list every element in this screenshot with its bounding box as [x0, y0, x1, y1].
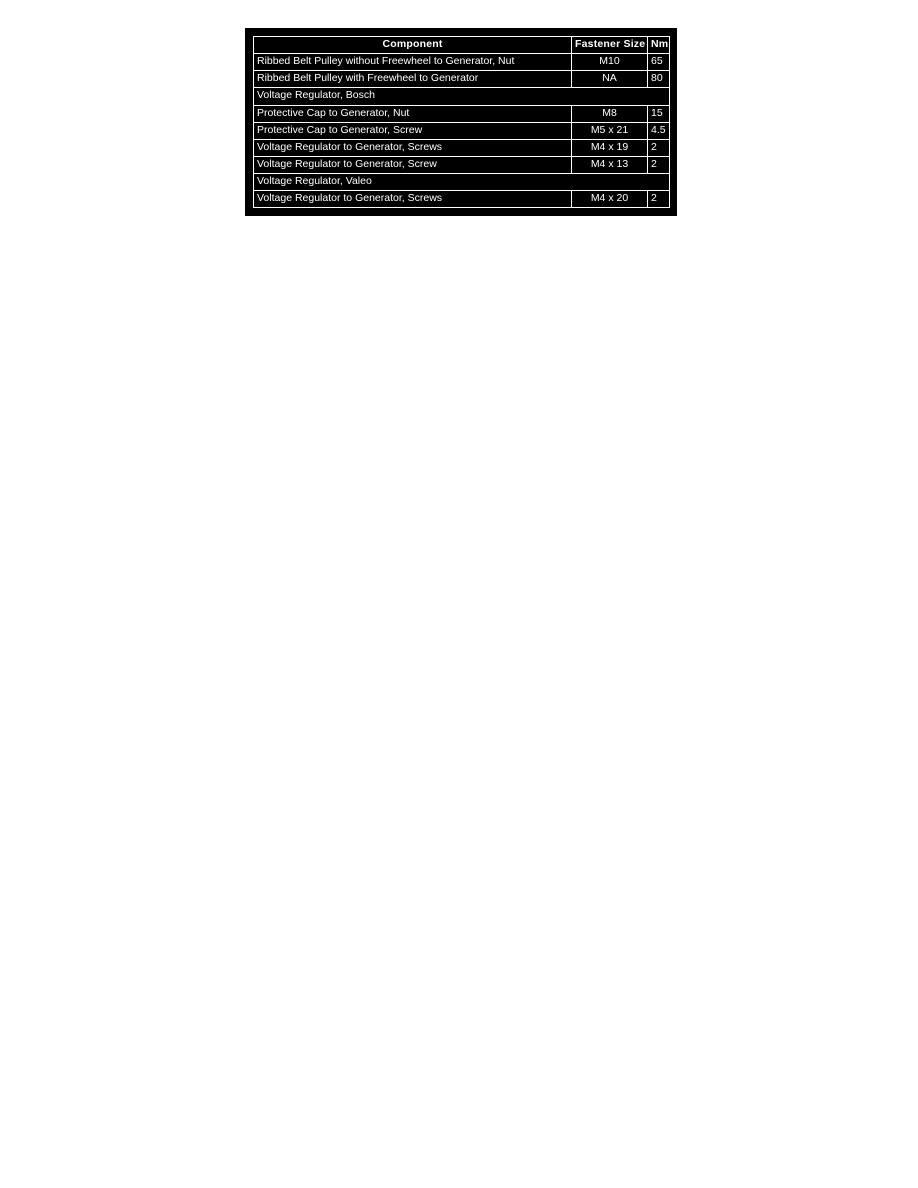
table-header-row: [254, 37, 670, 54]
cell-component: Voltage Regulator to Generator, Screw: [254, 156, 572, 173]
table-row: [254, 71, 670, 88]
cell-nm: 2: [648, 191, 670, 208]
section-label: Voltage Regulator, Bosch: [254, 88, 670, 105]
table-row: [254, 156, 670, 173]
column-header-fastener-size: Fastener Size: [572, 37, 648, 54]
cell-nm: 4.5: [648, 122, 670, 139]
cell-fastener-size: M4 x 20: [572, 191, 648, 208]
cell-fastener-size: M8: [572, 105, 648, 122]
table-section-row: [254, 88, 670, 105]
column-header-component: Component: [254, 37, 572, 54]
cell-fastener-size: M5 x 21: [572, 122, 648, 139]
cell-component: Protective Cap to Generator, Nut: [254, 105, 572, 122]
torque-specifications-table: [253, 36, 670, 208]
table-row: [254, 122, 670, 139]
torque-table-container: [245, 28, 677, 216]
table-row: [254, 54, 670, 71]
cell-component: Ribbed Belt Pulley with Freewheel to Generator: [254, 71, 572, 88]
cell-nm: 65: [648, 54, 670, 71]
cell-fastener-size: M10: [572, 54, 648, 71]
cell-fastener-size: M4 x 19: [572, 139, 648, 156]
column-header-nm: Nm: [648, 37, 670, 54]
cell-component: Ribbed Belt Pulley without Freewheel to Generator, Nut: [254, 54, 572, 71]
cell-fastener-size: NA: [572, 71, 648, 88]
table-row: [254, 139, 670, 156]
cell-nm: 15: [648, 105, 670, 122]
cell-fastener-size: M4 x 13: [572, 156, 648, 173]
cell-component: Protective Cap to Generator, Screw: [254, 122, 572, 139]
table-row: [254, 191, 670, 208]
cell-component: Voltage Regulator to Generator, Screws: [254, 139, 572, 156]
table-body: [254, 54, 670, 208]
table-section-row: [254, 174, 670, 191]
cell-nm: 2: [648, 156, 670, 173]
table-header: [254, 37, 670, 54]
cell-nm: 2: [648, 139, 670, 156]
cell-nm: 80: [648, 71, 670, 88]
section-label: Voltage Regulator, Valeo: [254, 174, 670, 191]
cell-component: Voltage Regulator to Generator, Screws: [254, 191, 572, 208]
table-row: [254, 105, 670, 122]
